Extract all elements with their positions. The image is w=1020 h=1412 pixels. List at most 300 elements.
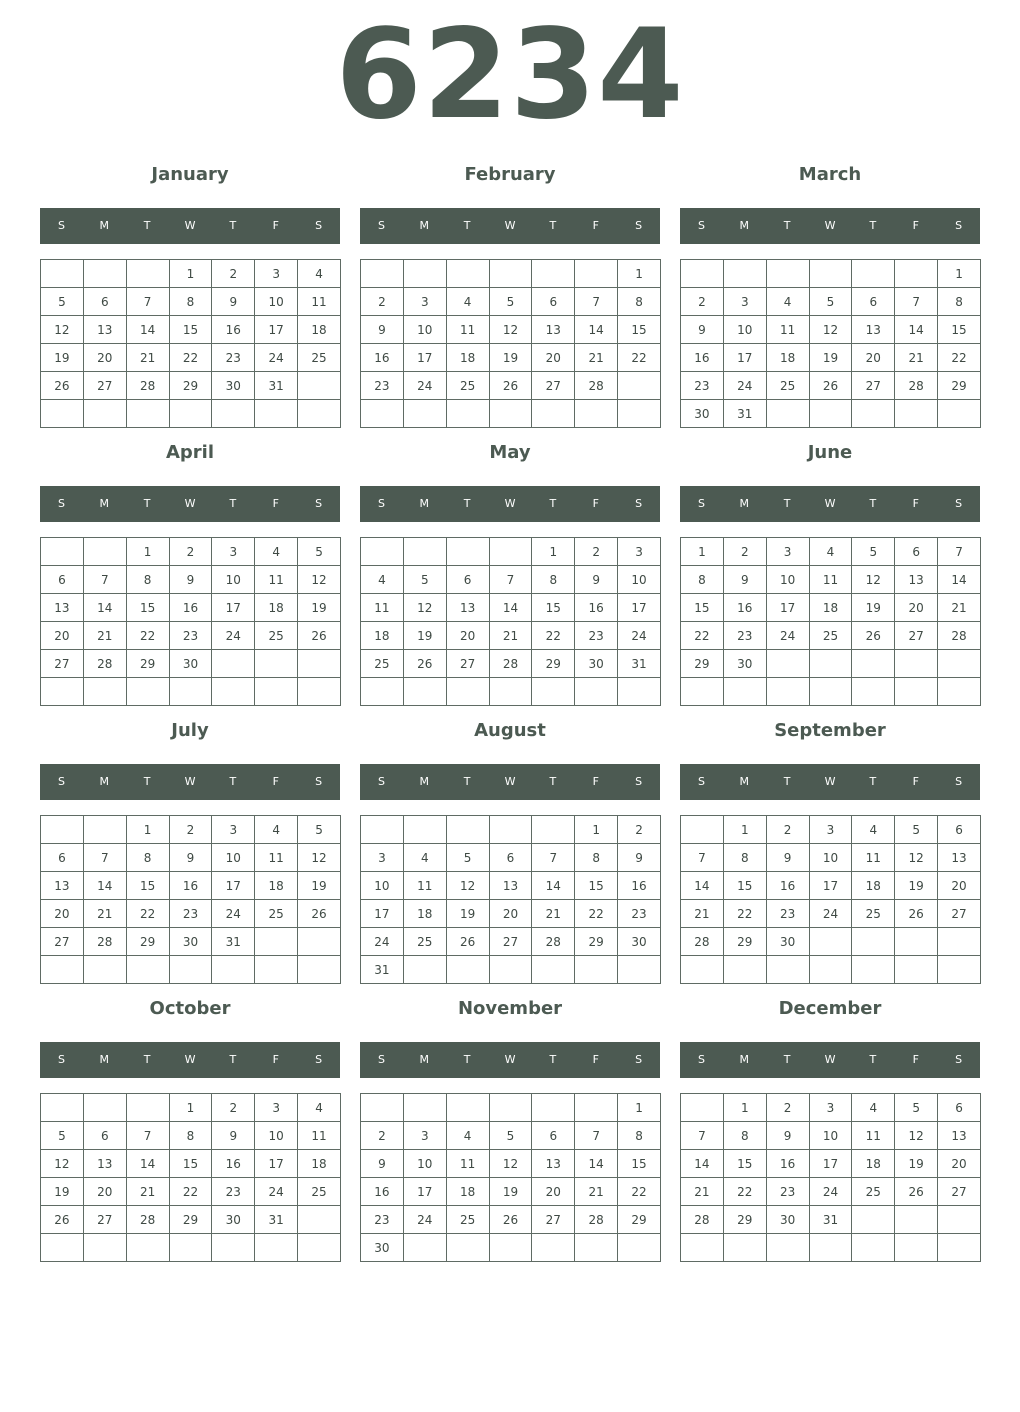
day-cell: 19 — [852, 594, 895, 622]
day-cell — [126, 1094, 169, 1122]
day-cell: 30 — [681, 400, 724, 428]
day-cell: 20 — [938, 872, 981, 900]
day-cell — [618, 678, 661, 706]
day-cell — [575, 956, 618, 984]
day-cell: 19 — [489, 344, 532, 372]
day-cell — [809, 260, 852, 288]
day-cell: 31 — [255, 1206, 298, 1234]
month-name: June — [807, 442, 853, 463]
day-cell: 9 — [169, 844, 212, 872]
day-cell: 17 — [618, 594, 661, 622]
days-grid — [40, 537, 341, 706]
day-cell: 16 — [169, 594, 212, 622]
weekday-header — [680, 208, 980, 244]
day-cell: 18 — [852, 872, 895, 900]
day-cell: 18 — [403, 900, 446, 928]
day-cell: 14 — [532, 872, 575, 900]
day-cell: 22 — [681, 622, 724, 650]
weekday-label: T — [229, 219, 237, 232]
day-cell: 15 — [618, 316, 661, 344]
week-row — [41, 1150, 341, 1178]
weekday-header — [680, 486, 980, 522]
week-row — [361, 1150, 661, 1178]
day-cell: 7 — [83, 566, 126, 594]
day-cell — [489, 400, 532, 428]
day-cell: 16 — [766, 872, 809, 900]
day-cell — [403, 956, 446, 984]
weekday-header — [40, 208, 340, 244]
week-row — [361, 316, 661, 344]
weekday-label: T — [783, 775, 791, 788]
day-cell: 4 — [766, 288, 809, 316]
day-cell — [489, 816, 532, 844]
day-cell: 11 — [446, 316, 489, 344]
weekday-label: S — [635, 1053, 643, 1066]
day-cell — [446, 538, 489, 566]
day-cell: 29 — [126, 928, 169, 956]
day-cell — [361, 260, 404, 288]
week-row — [681, 594, 981, 622]
weekday-label: S — [377, 1053, 385, 1066]
day-cell — [766, 1234, 809, 1262]
day-cell: 22 — [575, 900, 618, 928]
weekday-label: W — [824, 775, 836, 788]
day-cell: 19 — [298, 872, 341, 900]
day-cell: 28 — [681, 928, 724, 956]
day-cell — [532, 678, 575, 706]
day-cell: 31 — [809, 1206, 852, 1234]
weekday-label: T — [869, 219, 877, 232]
week-row — [361, 816, 661, 844]
weekday-label: W — [824, 1053, 836, 1066]
month-april — [40, 440, 340, 712]
day-cell: 31 — [618, 650, 661, 678]
day-cell: 31 — [255, 372, 298, 400]
day-cell: 12 — [446, 872, 489, 900]
day-cell: 2 — [766, 1094, 809, 1122]
day-cell — [126, 956, 169, 984]
day-cell — [681, 260, 724, 288]
day-cell: 7 — [126, 1122, 169, 1150]
day-cell: 23 — [169, 900, 212, 928]
week-row — [41, 566, 341, 594]
day-cell: 29 — [126, 650, 169, 678]
month-august — [360, 718, 660, 990]
days-grid — [360, 1093, 661, 1262]
day-cell: 4 — [852, 816, 895, 844]
day-cell: 26 — [895, 900, 938, 928]
day-cell: 12 — [41, 316, 84, 344]
day-cell: 14 — [681, 1150, 724, 1178]
weekday-label: T — [549, 219, 557, 232]
day-cell: 1 — [938, 260, 981, 288]
weekday-label: W — [824, 219, 836, 232]
month-name: January — [151, 164, 229, 185]
day-cell: 1 — [575, 816, 618, 844]
month-march — [680, 162, 980, 434]
weekday-label: M — [99, 219, 110, 232]
weekday-label: S — [377, 775, 385, 788]
day-cell: 13 — [83, 1150, 126, 1178]
day-cell: 28 — [83, 650, 126, 678]
day-cell: 27 — [532, 1206, 575, 1234]
week-row — [681, 650, 981, 678]
weekday-label: F — [272, 219, 279, 232]
week-row — [361, 900, 661, 928]
month-name: April — [165, 442, 215, 463]
weekday-label: T — [549, 497, 557, 510]
day-cell: 2 — [361, 1122, 404, 1150]
day-cell: 3 — [403, 1122, 446, 1150]
day-cell — [852, 1206, 895, 1234]
weekday-label: M — [419, 219, 430, 232]
day-cell: 5 — [403, 566, 446, 594]
day-cell — [618, 400, 661, 428]
day-cell: 30 — [766, 1206, 809, 1234]
day-cell: 15 — [126, 872, 169, 900]
day-cell — [766, 260, 809, 288]
days-grid — [680, 259, 981, 428]
day-cell: 27 — [446, 650, 489, 678]
day-cell — [169, 1234, 212, 1262]
day-cell: 20 — [895, 594, 938, 622]
week-row — [361, 1234, 661, 1262]
day-cell — [361, 678, 404, 706]
day-cell — [575, 400, 618, 428]
week-row — [361, 260, 661, 288]
day-cell — [212, 400, 255, 428]
day-cell — [938, 1206, 981, 1234]
day-cell: 17 — [809, 1150, 852, 1178]
day-cell — [852, 1234, 895, 1262]
weekday-label: F — [592, 497, 599, 510]
day-cell: 16 — [212, 1150, 255, 1178]
weekday-label: T — [143, 775, 151, 788]
day-cell: 9 — [212, 288, 255, 316]
days-grid — [360, 815, 661, 984]
day-cell: 15 — [681, 594, 724, 622]
day-cell: 8 — [532, 566, 575, 594]
day-cell: 19 — [809, 344, 852, 372]
day-cell — [809, 956, 852, 984]
day-cell: 9 — [575, 566, 618, 594]
day-cell: 13 — [532, 1150, 575, 1178]
weekday-label: W — [184, 775, 196, 788]
day-cell: 7 — [681, 844, 724, 872]
day-cell — [403, 678, 446, 706]
day-cell: 17 — [766, 594, 809, 622]
week-row — [361, 566, 661, 594]
week-row — [361, 956, 661, 984]
day-cell: 1 — [681, 538, 724, 566]
day-cell: 11 — [766, 316, 809, 344]
weekday-label: F — [912, 1053, 919, 1066]
day-cell — [766, 956, 809, 984]
day-cell — [126, 678, 169, 706]
weekday-label: S — [697, 219, 705, 232]
day-cell: 8 — [126, 844, 169, 872]
day-cell: 5 — [809, 288, 852, 316]
day-cell: 25 — [446, 372, 489, 400]
day-cell — [361, 400, 404, 428]
weekday-label: M — [739, 497, 750, 510]
day-cell: 14 — [489, 594, 532, 622]
weekday-label: S — [57, 219, 65, 232]
day-cell: 16 — [766, 1150, 809, 1178]
day-cell: 10 — [212, 844, 255, 872]
day-cell: 15 — [169, 1150, 212, 1178]
day-cell: 20 — [41, 900, 84, 928]
day-cell: 14 — [126, 1150, 169, 1178]
day-cell: 1 — [169, 1094, 212, 1122]
day-cell: 21 — [489, 622, 532, 650]
day-cell: 23 — [361, 372, 404, 400]
day-cell: 15 — [126, 594, 169, 622]
day-cell: 14 — [126, 316, 169, 344]
day-cell: 23 — [212, 1178, 255, 1206]
day-cell: 16 — [681, 344, 724, 372]
day-cell — [852, 400, 895, 428]
week-row — [41, 316, 341, 344]
week-row — [681, 316, 981, 344]
day-cell: 3 — [723, 288, 766, 316]
day-cell — [212, 1234, 255, 1262]
week-row — [361, 844, 661, 872]
weekday-label: W — [184, 219, 196, 232]
day-cell — [403, 400, 446, 428]
weekday-label: S — [697, 775, 705, 788]
day-cell: 10 — [809, 844, 852, 872]
day-cell: 9 — [361, 316, 404, 344]
day-cell: 3 — [361, 844, 404, 872]
weekday-label: F — [592, 1053, 599, 1066]
weekday-label: T — [143, 497, 151, 510]
weekday-label: F — [272, 1053, 279, 1066]
day-cell: 31 — [723, 400, 766, 428]
days-grid — [360, 537, 661, 706]
day-cell: 2 — [723, 538, 766, 566]
weekday-header — [360, 1042, 660, 1078]
weekday-label: T — [463, 219, 471, 232]
day-cell — [809, 1234, 852, 1262]
day-cell: 11 — [403, 872, 446, 900]
day-cell — [83, 400, 126, 428]
day-cell: 10 — [361, 872, 404, 900]
day-cell — [169, 678, 212, 706]
week-row — [681, 1150, 981, 1178]
week-row — [41, 1206, 341, 1234]
day-cell — [895, 400, 938, 428]
week-row — [361, 928, 661, 956]
day-cell — [83, 1094, 126, 1122]
day-cell: 20 — [938, 1150, 981, 1178]
day-cell: 7 — [895, 288, 938, 316]
day-cell: 16 — [575, 594, 618, 622]
day-cell: 27 — [83, 1206, 126, 1234]
day-cell: 12 — [489, 316, 532, 344]
day-cell — [255, 400, 298, 428]
day-cell: 30 — [575, 650, 618, 678]
weekday-label: T — [229, 1053, 237, 1066]
weekday-label: T — [463, 1053, 471, 1066]
day-cell: 30 — [618, 928, 661, 956]
day-cell: 2 — [212, 260, 255, 288]
day-cell — [618, 372, 661, 400]
day-cell: 14 — [83, 594, 126, 622]
day-cell: 4 — [298, 1094, 341, 1122]
weekday-label: M — [739, 1053, 750, 1066]
day-cell — [212, 678, 255, 706]
day-cell — [255, 956, 298, 984]
weekday-header — [40, 1042, 340, 1078]
week-row — [681, 928, 981, 956]
weekday-label: M — [419, 1053, 430, 1066]
day-cell: 24 — [809, 1178, 852, 1206]
day-cell — [298, 678, 341, 706]
weekday-label: M — [99, 497, 110, 510]
day-cell: 21 — [895, 344, 938, 372]
day-cell: 14 — [575, 1150, 618, 1178]
day-cell: 27 — [938, 1178, 981, 1206]
day-cell: 9 — [681, 316, 724, 344]
day-cell: 26 — [298, 622, 341, 650]
day-cell: 8 — [169, 288, 212, 316]
days-grid — [40, 1093, 341, 1262]
day-cell: 24 — [255, 1178, 298, 1206]
day-cell — [489, 1094, 532, 1122]
weekday-label: M — [419, 497, 430, 510]
day-cell: 4 — [446, 288, 489, 316]
day-cell — [532, 260, 575, 288]
day-cell: 3 — [255, 260, 298, 288]
day-cell: 10 — [403, 1150, 446, 1178]
day-cell — [298, 1206, 341, 1234]
day-cell: 4 — [852, 1094, 895, 1122]
day-cell: 2 — [766, 816, 809, 844]
day-cell: 27 — [532, 372, 575, 400]
week-row — [681, 400, 981, 428]
day-cell: 22 — [532, 622, 575, 650]
day-cell: 10 — [618, 566, 661, 594]
weekday-label: S — [955, 497, 963, 510]
day-cell: 18 — [298, 1150, 341, 1178]
week-row — [681, 844, 981, 872]
day-cell — [532, 400, 575, 428]
week-row — [41, 538, 341, 566]
weekday-label: T — [143, 219, 151, 232]
month-name: October — [149, 998, 231, 1019]
day-cell: 21 — [681, 1178, 724, 1206]
day-cell — [41, 678, 84, 706]
weekday-header — [360, 208, 660, 244]
week-row — [41, 816, 341, 844]
day-cell: 24 — [766, 622, 809, 650]
day-cell: 6 — [83, 288, 126, 316]
day-cell: 24 — [403, 1206, 446, 1234]
day-cell: 29 — [532, 650, 575, 678]
weekday-label: W — [504, 775, 516, 788]
weekday-label: T — [783, 219, 791, 232]
weekday-label: W — [184, 1053, 196, 1066]
weekday-label: S — [955, 1053, 963, 1066]
week-row — [41, 872, 341, 900]
weekday-label: S — [697, 1053, 705, 1066]
day-cell: 28 — [575, 1206, 618, 1234]
day-cell: 5 — [298, 538, 341, 566]
day-cell — [852, 928, 895, 956]
day-cell: 26 — [298, 900, 341, 928]
day-cell: 20 — [852, 344, 895, 372]
week-row — [361, 538, 661, 566]
month-october — [40, 996, 340, 1268]
day-cell: 30 — [212, 1206, 255, 1234]
day-cell: 18 — [809, 594, 852, 622]
weekday-label: T — [463, 775, 471, 788]
day-cell: 29 — [169, 1206, 212, 1234]
day-cell: 22 — [723, 900, 766, 928]
day-cell: 21 — [83, 900, 126, 928]
day-cell: 10 — [255, 1122, 298, 1150]
day-cell: 2 — [681, 288, 724, 316]
day-cell: 6 — [83, 1122, 126, 1150]
day-cell: 3 — [809, 816, 852, 844]
week-row — [41, 844, 341, 872]
day-cell — [169, 400, 212, 428]
day-cell: 24 — [361, 928, 404, 956]
weekday-label: F — [912, 219, 919, 232]
month-january — [40, 162, 340, 434]
day-cell: 9 — [212, 1122, 255, 1150]
day-cell: 25 — [361, 650, 404, 678]
day-cell: 29 — [723, 928, 766, 956]
weekday-label: W — [824, 497, 836, 510]
weekday-label: F — [272, 775, 279, 788]
day-cell — [126, 400, 169, 428]
day-cell: 25 — [852, 900, 895, 928]
weekday-label: S — [57, 1053, 65, 1066]
day-cell: 23 — [618, 900, 661, 928]
week-row — [361, 372, 661, 400]
day-cell — [169, 956, 212, 984]
day-cell: 13 — [489, 872, 532, 900]
day-cell — [298, 650, 341, 678]
day-cell: 1 — [126, 816, 169, 844]
weekday-label: M — [99, 775, 110, 788]
week-row — [681, 372, 981, 400]
weekday-label: S — [955, 775, 963, 788]
day-cell — [403, 538, 446, 566]
month-name: December — [778, 998, 882, 1019]
week-row — [681, 622, 981, 650]
day-cell — [532, 1234, 575, 1262]
day-cell: 21 — [532, 900, 575, 928]
day-cell — [895, 678, 938, 706]
day-cell: 30 — [169, 650, 212, 678]
day-cell: 8 — [681, 566, 724, 594]
day-cell — [681, 816, 724, 844]
week-row — [41, 372, 341, 400]
week-row — [681, 1234, 981, 1262]
day-cell: 7 — [681, 1122, 724, 1150]
day-cell: 29 — [618, 1206, 661, 1234]
day-cell: 24 — [212, 622, 255, 650]
weekday-header — [360, 486, 660, 522]
day-cell — [766, 650, 809, 678]
day-cell: 11 — [809, 566, 852, 594]
day-cell: 14 — [938, 566, 981, 594]
day-cell: 11 — [255, 566, 298, 594]
day-cell — [298, 372, 341, 400]
